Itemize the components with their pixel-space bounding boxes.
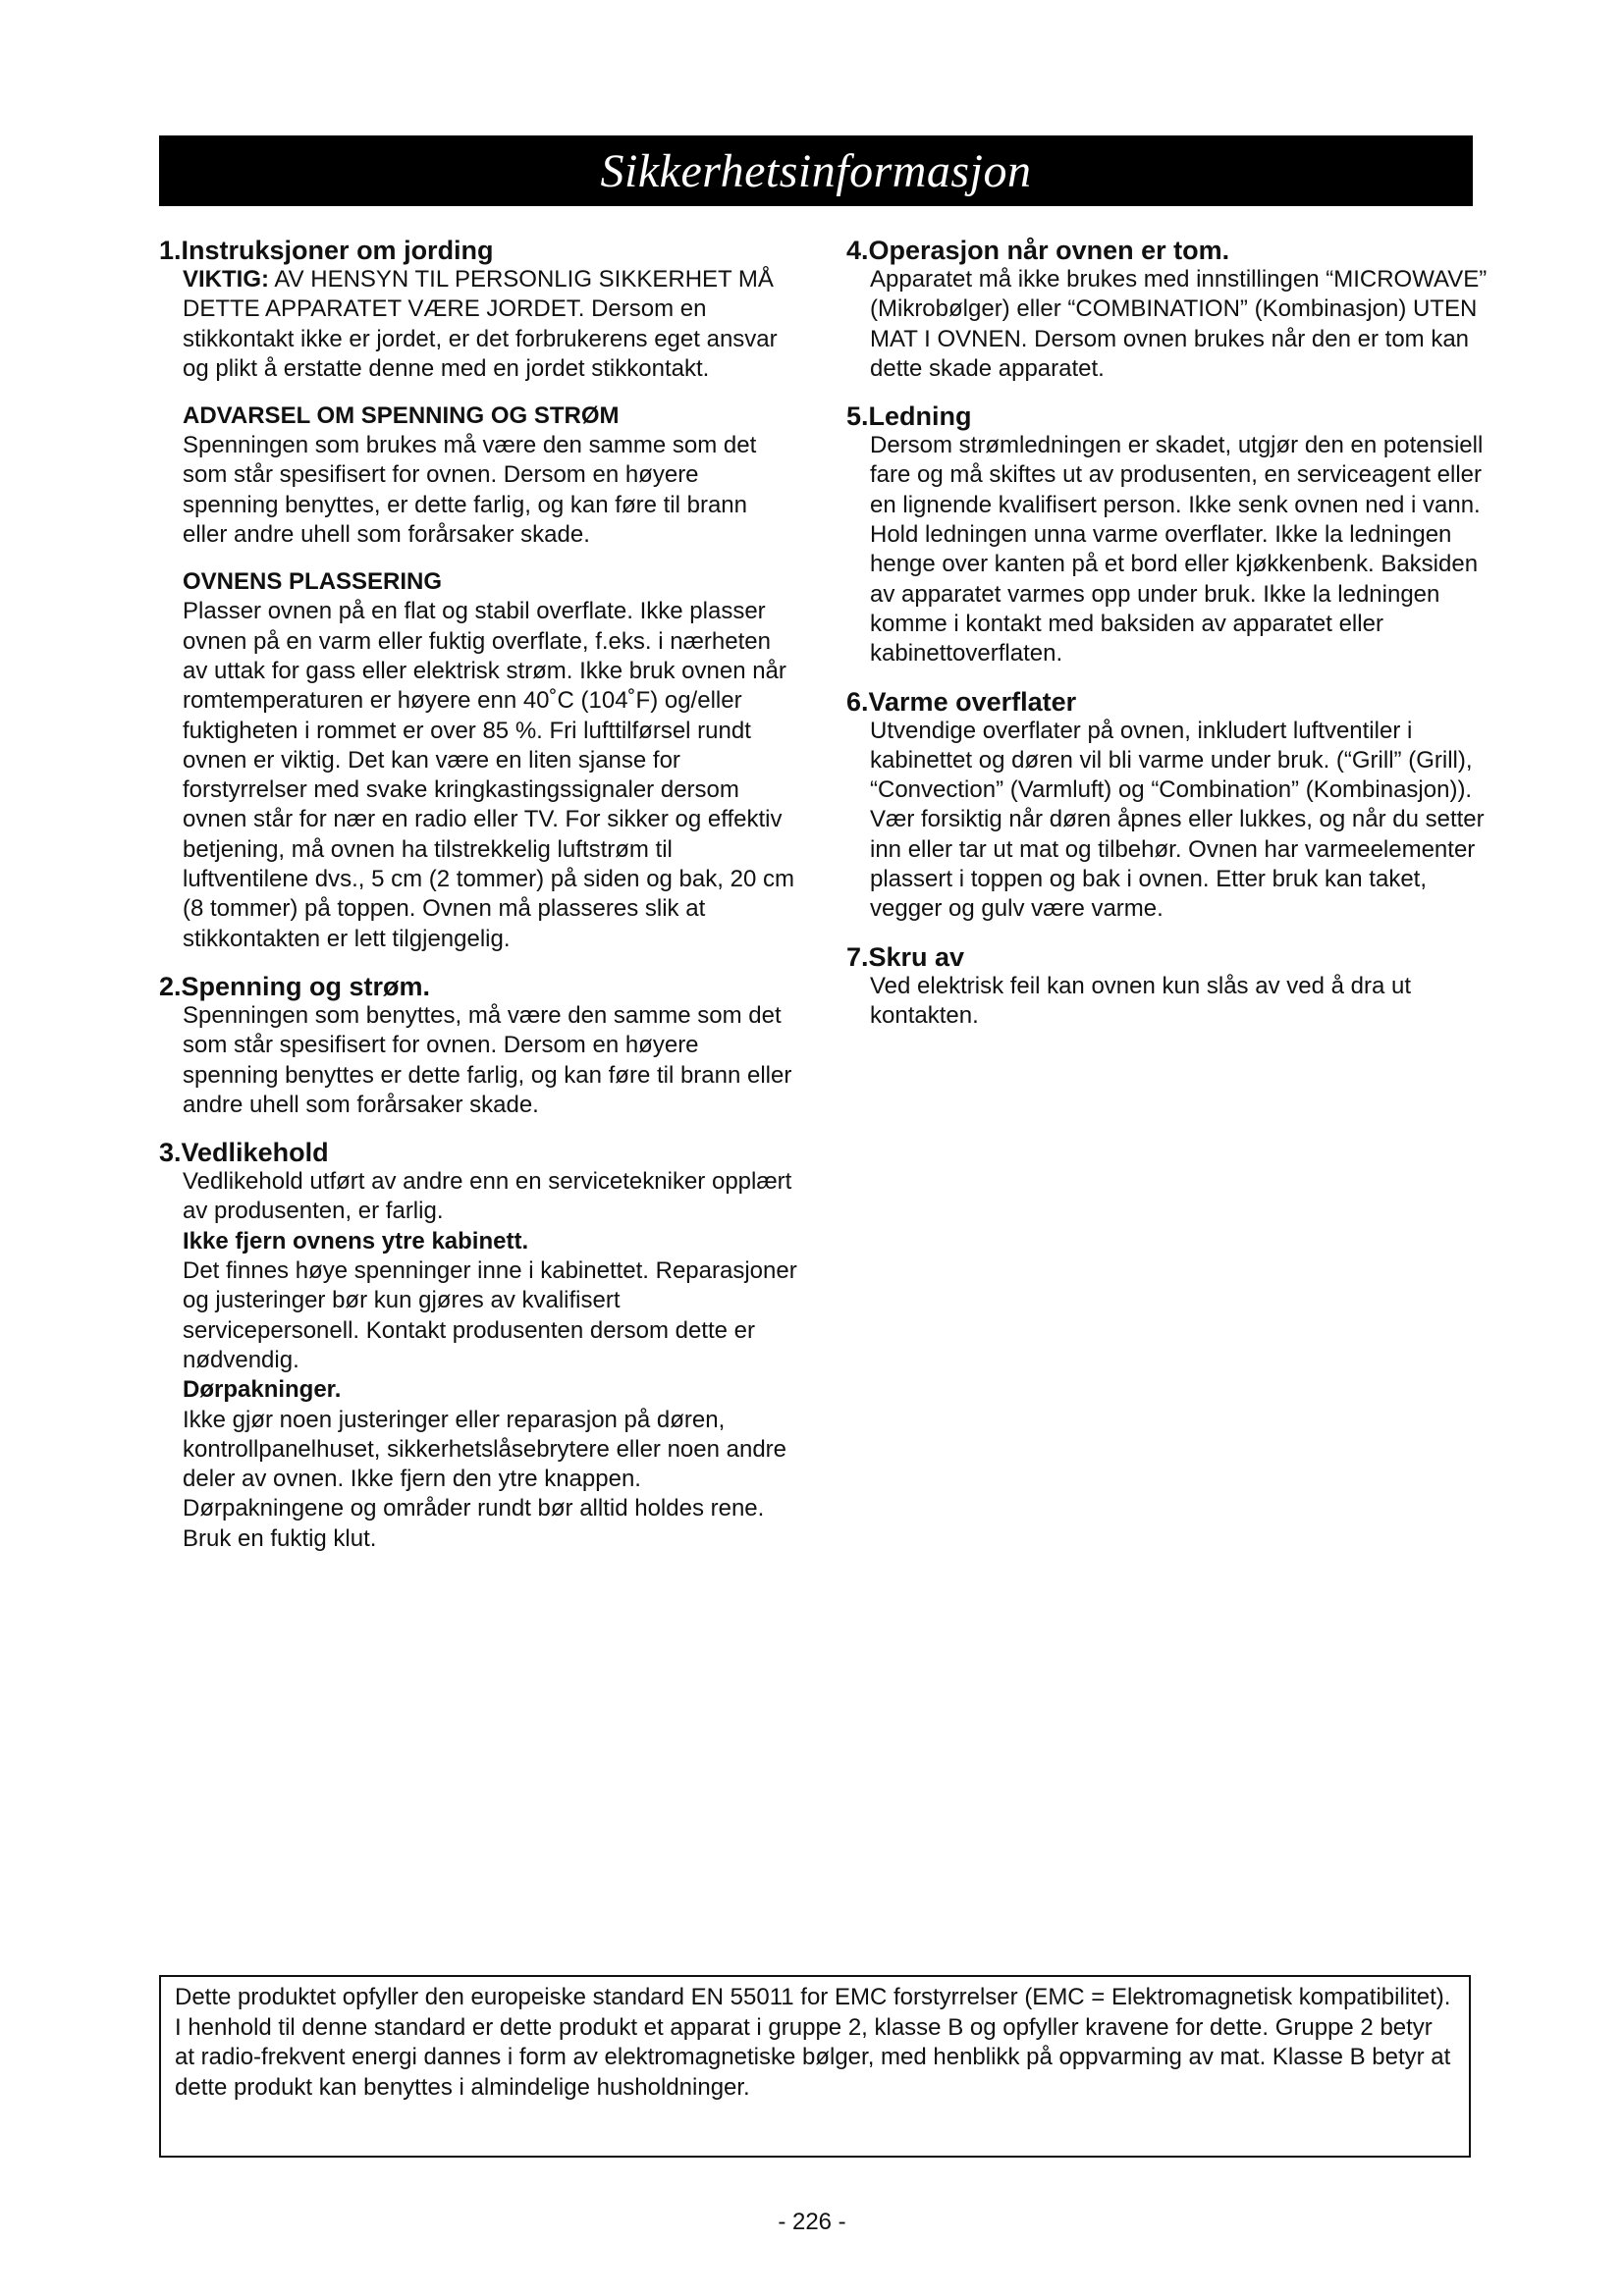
emc-notice-box xyxy=(159,1975,1471,2158)
important-label: VIKTIG: xyxy=(183,266,269,293)
section-empty-operation xyxy=(846,236,1494,384)
section-hot-surfaces xyxy=(846,687,1494,925)
section-body xyxy=(183,1001,797,1120)
section-voltage xyxy=(159,972,797,1120)
left-column xyxy=(159,236,797,1572)
section-text: Det finnes høye spenninger inne i kabinettet. Reparasjoner og justeringer bør kun gjøres av kvalifisert servicepersonell. Kontakt produsenten dersom dette er nødvendig. xyxy=(183,1257,797,1373)
page-number: - 226 - xyxy=(778,2209,846,2235)
page-title: Sikkerhetsinformasjon xyxy=(600,144,1032,197)
important-caps: AV HENSYN TIL PERSONLIG SIKKERHET MÅ DETTE APPARATET VÆRE JORDET. xyxy=(183,266,774,323)
section-cord xyxy=(846,401,1494,668)
section-text: Apparatet må ikke brukes med innstillingen “MICROWAVE” (Mikrobølger) eller “COMBINATION” (Kombinasjon) UTEN MAT I OVNEN. Dersom ovnen brukes når den er tom kan dette skade apparatet. xyxy=(870,266,1488,382)
section-body xyxy=(183,265,797,384)
emc-notice-text: Dette produktet opfyller den europeiske standard EN 55011 for EMC forstyrrelser (EMC = Elektromagnetisk kompatibilitet). I henhold til denne standard er dette produkt et apparat i gruppe 2, klasse B og opfyller kravene for dette. Gruppe 2 betyr at radio-frekvent energi dannes i form av elektromagnetiske bølger, med henblikk på oppvarming av mat. Klasse B betyr at dette produkt kan benyttes i almindelige husholdninger. xyxy=(175,1984,1451,2101)
section-maintenance xyxy=(159,1138,797,1554)
section-heading: 4.Operasjon når ovnen er tom. xyxy=(846,236,1230,265)
important-text: Dersom en stikkontakt ikke er jordet, er det forbrukerens eget ansvar og plikt å erstatte denne med en jordet stikkontakt. xyxy=(183,295,778,382)
section-text: Ikke gjør noen justeringer eller reparasjon på døren, kontrollpanelhuset, sikkerhetslåsebrytere eller noen andre deler av ovnen. Ikke fjern den ytre knappen. Dørpakningene og områder rundt bør alltid holdes rene. Bruk en fuktig klut. xyxy=(183,1406,787,1552)
section-heading: 6.Varme overflater xyxy=(846,686,1077,717)
section-body xyxy=(870,265,1494,384)
section-text: Spenningen som benyttes, må være den samme som det som står spesifisert for ovnen. Dersom en høyere spenning benyttes er dette farlig, og kan føre til brann eller andre uhell som forårsaker skade. xyxy=(183,1001,792,1118)
section-text: Dersom strømledningen er skadet, utgjør den en potensiell fare og må skiftes ut av produsenten, en serviceagent eller en lignende kvalifisert person. Ikke senk ovnen ned i vann. Hold ledningen unna varme overflater. Ikke la ledningen henge over kanten på et bord eller kjøkkenbenk. Baksiden av apparatet varmes opp under bruk. Ikke la ledningen komme i kontakt med baksiden av apparatet eller kabinettoverflaten. xyxy=(870,432,1484,667)
subsection-heading: OVNENS PLASSERING xyxy=(183,568,443,596)
section-heading: 5.Ledning xyxy=(846,401,972,432)
grounding-warning xyxy=(183,265,797,384)
subsection-voltage-warning xyxy=(183,401,797,550)
bold-note: Dørpakninger. xyxy=(183,1376,342,1404)
bold-note: Ikke fjern ovnens ytre kabinett. xyxy=(183,1227,529,1255)
section-heading: 7.Skru av xyxy=(846,941,965,972)
page-title-banner xyxy=(159,135,1473,206)
section-text: Vedlikehold utført av andre enn en servicetekniker opplært av produsenten, er farlig. xyxy=(183,1168,792,1225)
section-body xyxy=(870,972,1494,1032)
section-switch-off xyxy=(846,942,1494,1032)
section-heading: 3.Vedlikehold xyxy=(159,1138,329,1168)
section-body xyxy=(183,1167,797,1554)
right-column xyxy=(846,236,1494,1048)
section-text: Utvendige overflater på ovnen, inkludert luftventiler i kabinettet og døren vil bli varme under bruk. (“Grill” (Grill), “Convection” (Varmluft) og “Combination” (Kombinasjon)). Vær forsiktig når døren åpnes eller lukkes, og når du setter inn eller tar ut mat og tilbehør. Ovnen har varmeelementer plassert i toppen og bak i ovnen. Etter bruk kan taket, vegger og gulv være varme. xyxy=(870,717,1485,923)
section-heading: 2.Spenning og strøm. xyxy=(159,971,431,1001)
section-heading: 1.Instruksjoner om jording xyxy=(159,236,494,265)
subsection-oven-placement xyxy=(183,567,797,954)
section-body xyxy=(870,717,1494,925)
subsection-text: Plasser ovnen på en flat og stabil overflate. Ikke plasser ovnen på en varm eller fuktig overflate, f.eks. i nærheten av uttak for gass eller elektrisk strøm. Ikke bruk ovnen når romtemperaturen er høyere enn 40˚C (104˚F) og/eller fuktigheten i rommet er over 85 %. Fri lufttilførsel rundt ovnen er viktig. Det kan være en liten sjanse for forstyrrelser med svake kringkastingssignaler dersom ovnen står for nær en radio eller TV. For sikker og effektiv betjening, må ovnen ha tilstrekkelig luftstrøm til luftventilene dvs., 5 cm (2 tommer) på siden og bak, 20 cm (8 tommer) på toppen. Ovnen må plasseres slik at stikkontakten er lett tilgjengelig. xyxy=(183,598,794,952)
section-body xyxy=(870,431,1494,668)
subsection-text: Spenningen som brukes må være den samme som det som står spesifisert for ovnen. Dersom en høyere spenning benyttes, er dette farlig, og kan føre til brann eller andre uhell som forårsaker skade. xyxy=(183,432,757,549)
subsection-heading: ADVARSEL OM SPENNING OG STRØM xyxy=(183,402,620,430)
section-grounding xyxy=(159,236,797,954)
section-text: Ved elektrisk feil kan ovnen kun slås av ved å dra ut kontakten. xyxy=(870,972,1411,1029)
